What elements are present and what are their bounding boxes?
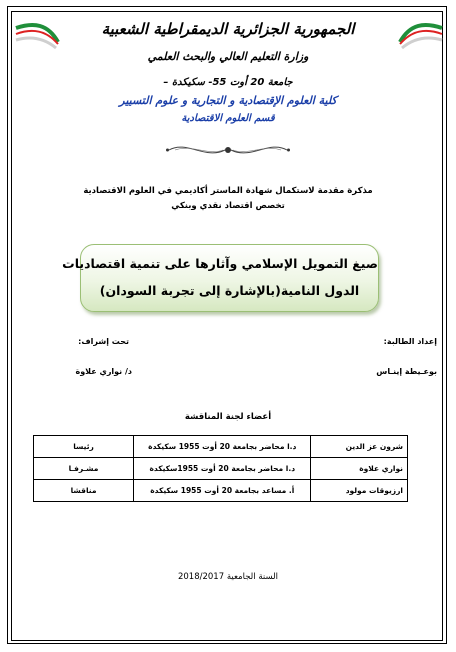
thesis-title-line-1: صيغ التمويل الإسلامي وآثارها على تنمية اقتصاديات (62, 256, 378, 271)
table-row (34, 436, 408, 458)
supervisor-name: د/ نواري علاوة (75, 367, 132, 376)
jury-member-name: نواري علاوة (311, 458, 408, 480)
decorative-ornament (165, 140, 291, 160)
jury-member-role: مناقشا (34, 480, 134, 502)
department-heading: قسم العلوم الاقتصادية (181, 113, 275, 124)
jury-member-rank: د.ا محاضر بجامعة 20 أوت 1955 سكيكدة (134, 436, 311, 458)
thesis-title-line-2: الدول النامية(بالإشارة إلى تجربة السودان) (99, 283, 360, 298)
ministry-heading: وزارة التعليم العالي والبحث العلمي (147, 50, 309, 63)
academic-year: السنة الجامعية 2018/2017 (177, 572, 278, 582)
table-row (34, 480, 408, 502)
prepared-by-label: إعداد الطالبة: (383, 337, 437, 346)
jury-member-name: ارزيوقات مولود (311, 480, 408, 502)
supervised-by-label: تحت إشراف: (78, 337, 129, 346)
thesis-title-box (62, 244, 379, 312)
jury-title: أعضاء لجنة المناقشة (184, 412, 272, 422)
jury-member-rank: د.ا محاضر بجامعة 20 أوت 1955سكيكدة (134, 458, 311, 480)
jury-member-name: شرون عز الدين (311, 436, 408, 458)
jury-member-role: مشـرفـا (34, 458, 134, 480)
republic-heading: الجمهورية الجزائرية الديمقراطية الشعبية (101, 20, 355, 38)
memo-line-2: تخصص اقتصاد نقدي وبنكي (171, 201, 285, 211)
table-row (34, 458, 408, 480)
student-name: بوعـيطة إينـاس (376, 367, 437, 376)
jury-table (33, 435, 408, 502)
university-heading: جامعة 20 أوت 55- سكيكدة – (163, 77, 293, 88)
memo-line-1: مذكرة مقدمة لاستكمال شهادة الماستر أكاديمي في العلوم الاقتصادية (83, 186, 373, 196)
jury-member-role: رئيسا (34, 436, 134, 458)
faculty-heading: كلية العلوم الإقتصادية و التجارية و علوم التسيير (119, 94, 337, 107)
jury-member-rank: أ. مساعد بجامعة 20 أوت 1955 سكيكدة (134, 480, 311, 502)
